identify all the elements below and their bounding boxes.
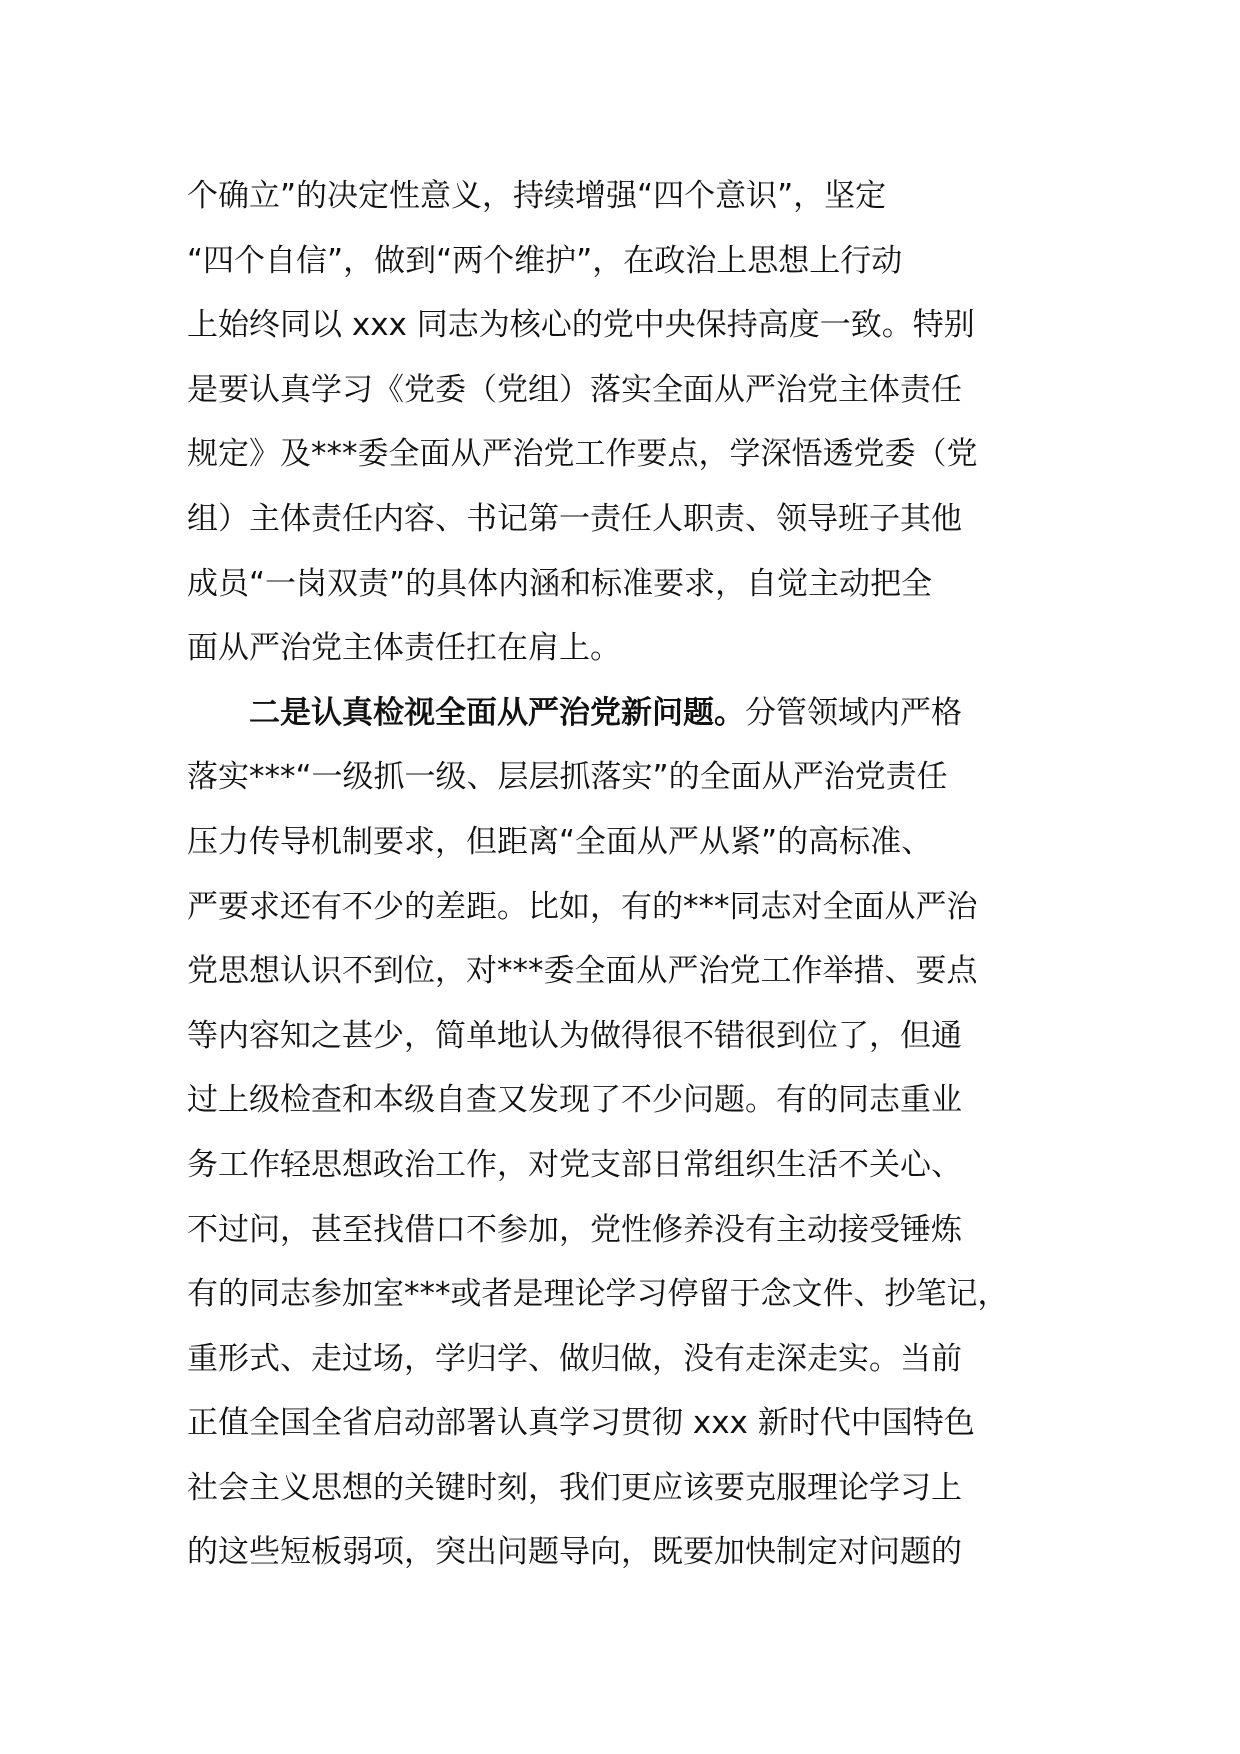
text-line: 压力传导机制要求，但距离“全面从严从紧”的高标准、 <box>187 823 933 860</box>
text-line: 上始终同以 xxx 同志为核心的党中央保持高度一致。特别 <box>187 307 975 344</box>
text-line: 是要认真学习《党委（党组）落实全面从严治党主体责任 <box>187 371 962 408</box>
text-span: 分管领域内严格 <box>745 694 962 731</box>
paragraph-start-line <box>187 681 1067 746</box>
text-line: 严要求还有不少的差距。比如，有的***同志对全面从严治 <box>187 888 978 925</box>
text-line: 正值全国全省启动部署认真学习贯彻 xxx 新时代中国特色 <box>187 1405 975 1442</box>
text-line: 务工作轻思想政治工作，对党支部日常组织生活不关心、 <box>187 1146 962 1183</box>
text-line: 个确立”的决定性意义，持续增强“四个意识”，坚定 <box>187 178 887 214</box>
section-heading: 二是认真检视全面从严治党新问题。 <box>249 694 745 731</box>
text-line: 有的同志参加室***或者是理论学习停留于念文件、抄笔记， <box>187 1276 1009 1313</box>
text-line: 成员“一岗双责”的具体内涵和标准要求，自觉主动把全 <box>187 565 933 602</box>
text-line: 落实***“一级抓一级、层层抓落实”的全面从严治党责任 <box>187 759 948 796</box>
text-line: 等内容知之甚少，简单地认为做得很不错很到位了，但通 <box>187 1017 962 1054</box>
text-line: 的这些短板弱项，突出问题导向，既要加快制定对问题的 <box>187 1534 962 1571</box>
text-line: “四个自信”，做到“两个维护”，在政治上思想上行动 <box>187 242 903 279</box>
text-line: 不过问，甚至找借口不参加，党性修养没有主动接受锤炼 <box>187 1211 962 1248</box>
text-line: 党思想认识不到位，对***委全面从严治党工作举措、要点 <box>187 953 978 990</box>
text-line: 过上级检查和本级自查又发现了不少问题。有的同志重业 <box>187 1082 962 1119</box>
text-line: 面从严治党主体责任扛在肩上。 <box>187 630 621 667</box>
document-body <box>187 164 1067 1585</box>
text-line: 社会主义思想的关键时刻，我们更应该要克服理论学习上 <box>187 1469 962 1506</box>
text-line: 组）主体责任内容、书记第一责任人职责、领导班子其他 <box>187 500 962 537</box>
text-line: 规定》及***委全面从严治党工作要点，学深悟透党委（党 <box>187 436 978 473</box>
text-line: 重形式、走过场，学归学、做归做，没有走深走实。当前 <box>187 1340 962 1377</box>
